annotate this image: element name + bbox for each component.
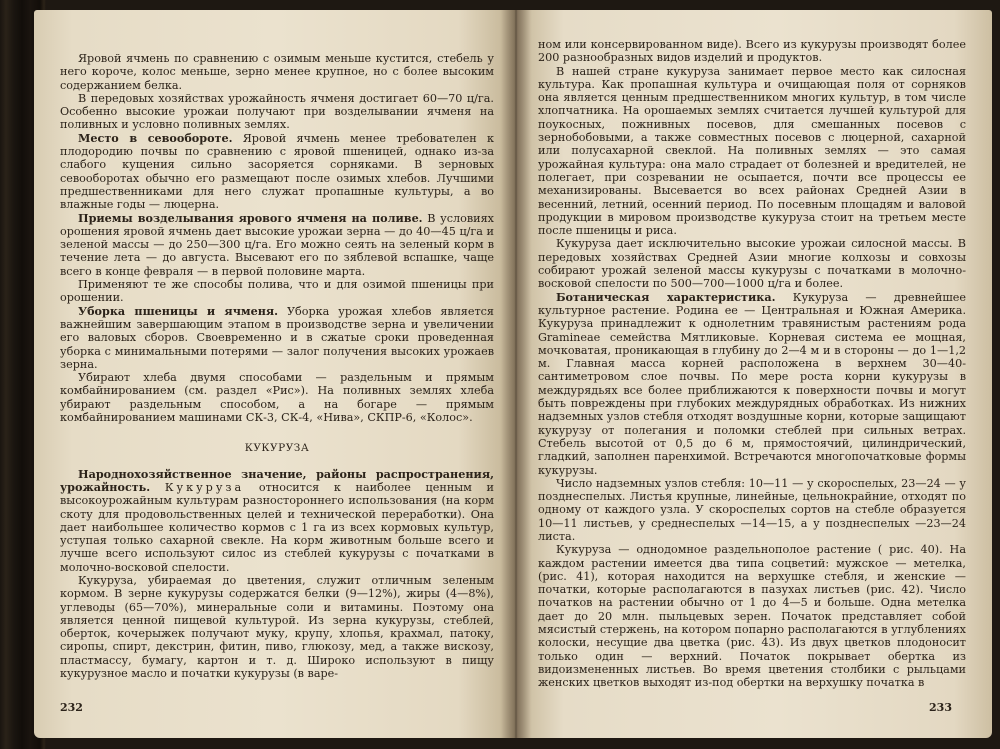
paragraph	[60, 92, 494, 132]
spaced-word: Кукуруза	[164, 480, 245, 494]
paragraph	[60, 468, 494, 574]
paragraph-text: Яровой ячмень по сравнению с озимым меньше кустится, стебель у него короче, колос меньше, зерно менее крупное, но с более высоким содержанием белка.	[60, 52, 494, 92]
paragraph-text: Кукуруза — однодомное раздельнополое растение ( рис. 40). На каждом растении имеется два типа соцветий: мужское — метелка, (рис. 41), которая находится на верхушке стебля, и женские — початки, которые располагаются в пазухах листьев (рис. 42). Число початков на растении обычно от 1 до 4—5 и больше. Одна метелка дает до 20 млн. пыльцевых зерен. Початок представляет собой мясистый стержень, на котором попарно располагаются в углублениях колоски, несущие два цветка (рис. 43). Из двух цветков плодоносит только один — верхний. Початок покрывает обертка из видоизмененных листьев. Во время цветения столбики с рыльцами женских цветков выходят из-под обертки на верхушку початка в	[538, 543, 966, 690]
paragraph	[538, 543, 966, 689]
paragraph-text: Уборка урожая хлебов является важнейшим завершающим этапом в производстве зерна и увеличении его валовых сборов. Своевременно и в сжатые сроки проведенная уборка с минимальными потерями — залог получения высоких урожаев зерна.	[60, 304, 494, 371]
page-number: 232	[60, 701, 83, 714]
paragraph	[60, 371, 494, 424]
page-number: 233	[929, 701, 952, 714]
paragraph-text: Применяют те же способы полива, что и для озимой пшеницы при орошении.	[60, 278, 494, 305]
paragraph	[60, 278, 494, 305]
paragraph	[60, 132, 494, 212]
paragraph-heading: Приемы возделывания ярового ячменя на поливе.	[78, 210, 423, 225]
paragraph-text: В условиях орошения яровой ячмень дает высокие урожаи зерна — до 40—45 ц/га и зеленой массы — до 250—300 ц/га. Его можно сеять на зеленый корм в течение лета — до августа. Высевают его по зяблевой вспашке, чаще всего в конце февраля — в первой половине марта.	[60, 211, 494, 278]
paragraph	[60, 212, 494, 278]
paragraph	[538, 38, 966, 65]
paragraph	[60, 52, 494, 92]
paragraph-text: относится к наиболее ценным и высокоурожайным культурам разностороннего использования (на корм скоту для продовольственных целей и технической переработки). Она дает наибольшее количество кормов с 1 га из всех кормовых культур, уступая только сахарной свекле. На корм животным больше всего и лучше всего используют силос из стеблей кукурузы с початками в молочно-восковой спелости.	[60, 480, 494, 574]
paragraph-heading: Ботаническая характеристика.	[556, 289, 776, 304]
paragraph-text: В нашей стране кукуруза занимает первое место как силосная культура. Как пропашная культура и очищающая поля от сорняков она является ценным предшественником многих культур, в том числе хлопчатника. На орошаемых землях считается лучшей культурой для поукосных, пожнивных посевов, для смешанных посевов с зернобобовыми, а также совместных посевов с люцерной, сахарной или полусахарной свеклой. На поливных землях — это самая урожайная культура: она мало страдает от болезней и вредителей, не полегает, при созревании не осыпается, почти все процессы ее механизированы. Высевается во всех районах Средней Азии в весенний, летний, осенний период. По посевным площадям и валовой продукции в мировом производстве кукуруза стоит на третьем месте после пшеницы и риса.	[538, 64, 966, 238]
right-page-text	[538, 38, 966, 698]
paragraph	[538, 477, 966, 543]
left-page-text	[60, 52, 494, 698]
paragraph-text: Число надземных узлов стебля: 10—11 — у скороспелых, 23—24 — у позднеспелых. Листья крупные, линейные, цельнокрайние, отходят по одному от каждого узла. У скороспелых сортов на стебле образуется 10—11 листьев, у среднеспелых —14—15, а у позднеспелых —23—24 листа.	[538, 476, 966, 543]
paragraph-text: В передовых хозяйствах урожайность ячменя достигает 60—70 ц/га. Особенно высокие урожаи получают при возделывании ячменя на поливных и условно поливных землях.	[60, 91, 494, 132]
paragraph-text: Кукуруза — древнейшее культурное растение. Родина ее — Центральная и Южная Америка. Кукуруза принадлежит к однолетним травянистым растениям рода Gramineae семейства Мятликовые. Корневая система ее мощная, мочковатая, проникающая в глубину до 2—4 м и в стороны — до 1—1,2 м. Главная масса корней расположена в верхнем 30—40-сантиметровом слое почвы. По мере роста корни кукурузы в междурядьях все более приближаются к поверхности почвы и могут быть повреждены при глубоких междурядных обработках. Из нижних надземных узлов стебля отходят воздушные корни, которые защищают кукурузу от полегания и поломки стеблей при сильных ветрах. Стебель высотой от 0,5 до 6 м, прямостоячий, цилиндрический, гладкий, заполнен паренхимой. Встречаются многопочатковые формы кукурузы.	[538, 290, 966, 477]
right-page	[516, 10, 992, 738]
paragraph-text: Убирают хлеба двумя способами — раздельным и прямым комбайнированием (см. раздел «Рис»). На поливных землях хлеба убирают раздельным способом, а на богаре — прямым комбайнированием машинами СК-3, СК-4, «Нива», СКПР-6, «Колос».	[60, 371, 494, 425]
paragraph	[538, 237, 966, 290]
left-page	[34, 10, 516, 738]
paragraph	[60, 305, 494, 371]
section-title: КУКУРУЗА	[244, 442, 310, 455]
paragraph-text: Кукуруза дает исключительно высокие урожаи силосной массы. В передовых хозяйствах Средней Азии многие колхозы и совхозы собирают урожай зеленой массы кукурузы с початками в молочно-восковой спелости по 500—700—1000 ц/га и более.	[538, 237, 966, 291]
paragraph-heading: Народнохозяйственное значение, районы распространения, урожайность.	[60, 466, 494, 494]
paragraph-heading: Место в севообороте.	[78, 130, 233, 145]
paragraph	[538, 291, 966, 477]
paragraph	[60, 574, 494, 680]
paragraph-text: Яровой ячмень менее требователен к плодородию почвы по сравнению с яровой пшеницей, однако из-за слабого кущения сильно засоряется сорняками. В зерновых севооборотах обычно его размещают после озимых хлебов. Лучшими предшественниками для него служат пропашные культуры, а во влажные годы — люцерна.	[60, 131, 494, 212]
paragraph-text: Кукуруза, убираемая до цветения, служит отличным зеленым кормом. В зерне кукурузы содержатся белки (9—12%), жиры (4—8%), углеводы (65—70%), минеральные соли и витамины. Поэтому она является ценной пищевой культурой. Из зерна кукурузы, стеблей, оберток, кочерыжек получают муку, крупу, хлопья, крахмал, патоку, сиропы, спирт, декстрин, фитин, пиво, глюкозу, мед, а также вискозу, пластмассу, бумагу, картон и т. д. Широко используют в пищу кукурузное масло и початки кукурузы (в варе-	[60, 573, 494, 681]
paragraph	[538, 65, 966, 238]
paragraph-text: ном или консервированном виде). Всего из кукурузы производят более 200 разнообразных видов изделий и продуктов.	[538, 38, 966, 65]
paragraph-heading: Уборка пшеницы и ячменя.	[78, 303, 279, 318]
